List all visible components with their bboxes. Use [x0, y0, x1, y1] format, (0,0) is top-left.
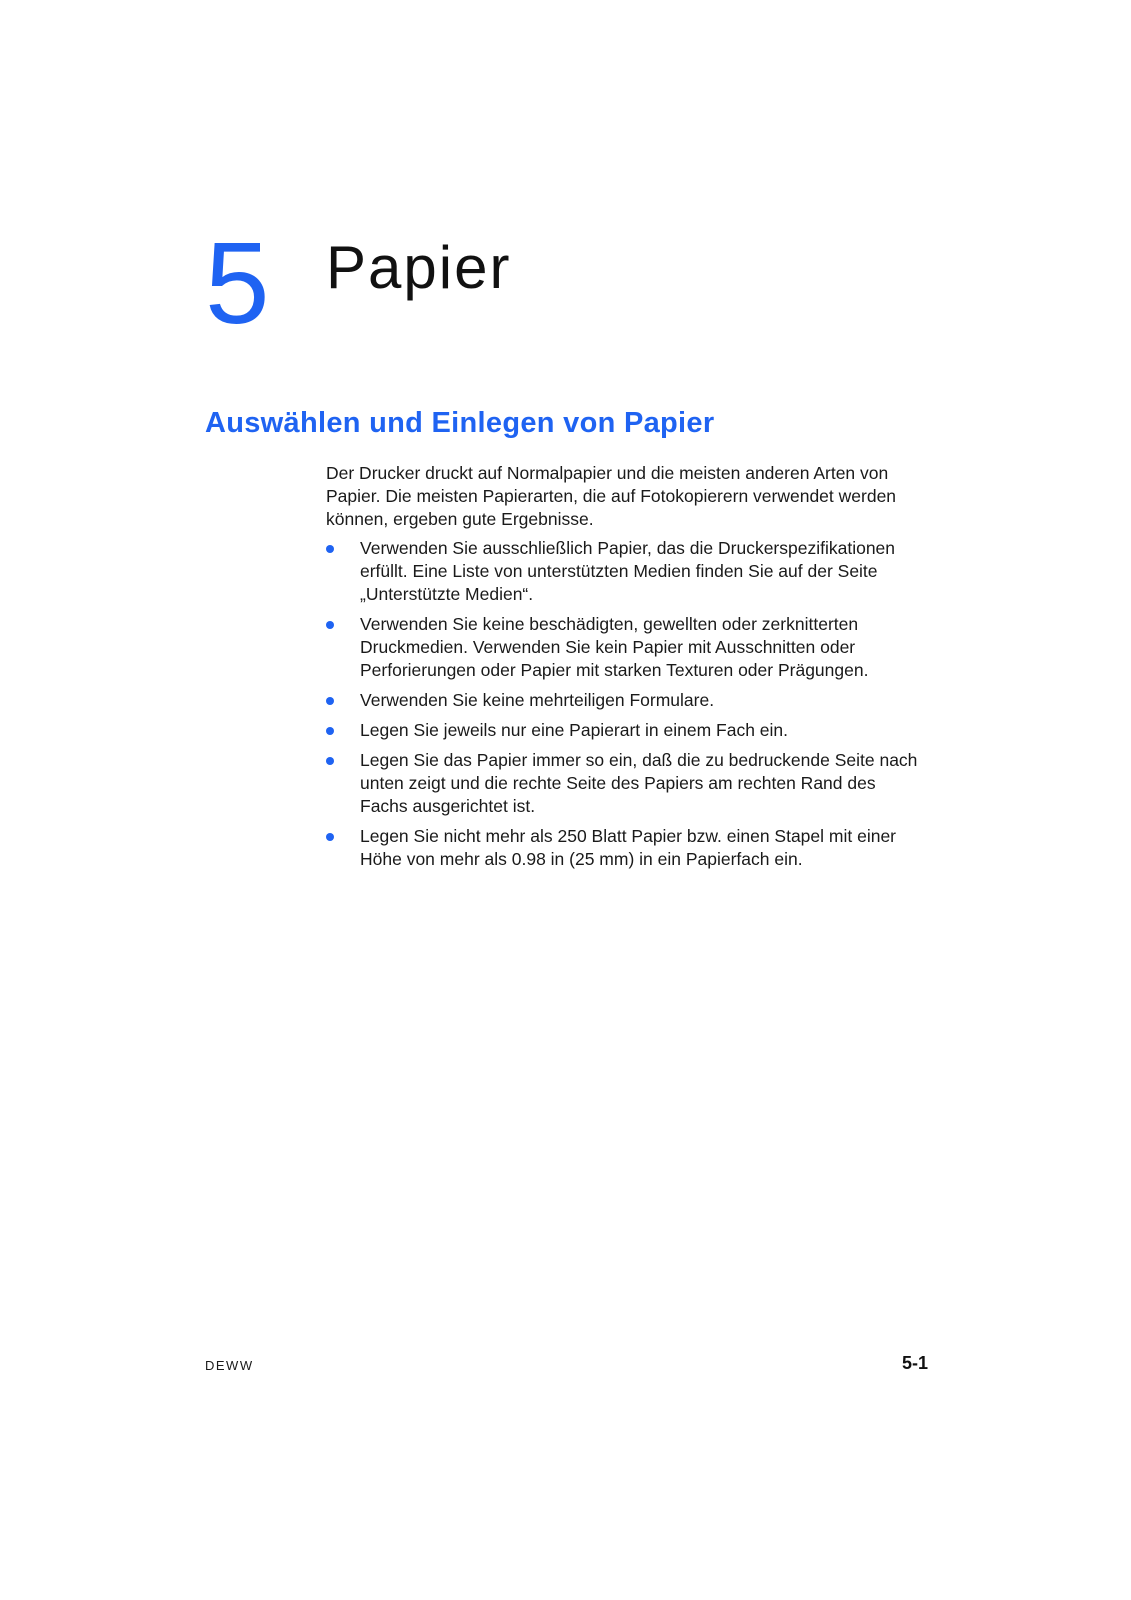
intro-paragraph: Der Drucker druckt auf Normalpapier und die meisten anderen Arten von Papier. Die meisten Papierarten, die auf Fotokopierern verwendet werden können, ergeben gute Ergebnisse.: [326, 463, 897, 529]
list-item: [326, 613, 928, 682]
list-item: [326, 825, 928, 871]
list-item: [326, 689, 928, 712]
list-item-text: Legen Sie das Papier immer so ein, daß die zu bedruckende Seite nach unten zeigt und die rechte Seite des Papiers am rechten Rand des Fachs ausgerichtet ist.: [360, 750, 918, 816]
section-heading: Auswählen und Einlegen von Papier: [205, 407, 715, 439]
bullet-dot-icon: [326, 697, 334, 705]
list-item: [326, 537, 928, 606]
list-item: [326, 719, 928, 742]
list-item-text: Verwenden Sie ausschließlich Papier, das die Druckerspezifikationen erfüllt. Eine Liste von unterstützten Medien finden Sie auf der Seite „Unterstützte Medien“.: [360, 538, 896, 604]
list-item-text: Legen Sie nicht mehr als 250 Blatt Papier bzw. einen Stapel mit einer Höhe von mehr als 0.98 in (25 mm) in ein Papierfach ein.: [360, 826, 897, 869]
bullet-dot-icon: [326, 727, 334, 735]
page-number: 5-1: [901, 1353, 928, 1373]
list-item-text: Legen Sie jeweils nur eine Papierart in einem Fach ein.: [360, 720, 789, 740]
bullet-dot-icon: [326, 621, 334, 629]
bullet-dot-icon: [326, 833, 334, 841]
list-item-text: Verwenden Sie keine mehrteiligen Formulare.: [360, 690, 715, 710]
bullet-list: [326, 537, 928, 871]
chapter-title: Papier: [326, 234, 512, 301]
bullet-dot-icon: [326, 757, 334, 765]
list-item: [326, 749, 928, 818]
chapter-number: 5: [205, 218, 270, 348]
bullet-dot-icon: [326, 545, 334, 553]
list-item-text: Verwenden Sie keine beschädigten, gewellten oder zerknitterten Druckmedien. Verwenden Sie kein Papier mit Ausschnitten oder Perforierungen oder Papier mit starken Texturen oder Prägungen.: [360, 614, 869, 680]
footer-doc-code: DEWW: [205, 1358, 254, 1373]
body-content: [326, 462, 928, 878]
